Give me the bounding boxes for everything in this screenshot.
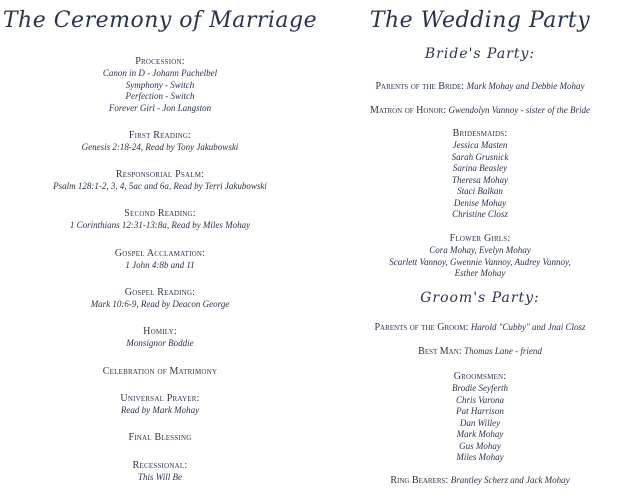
gospel-reading-section xyxy=(0,287,320,311)
flower-girls-line: Scarlett Vannoy, Gwennie Vannoy, Audrey Vannoy, xyxy=(389,256,571,267)
bridesmaid-name: Jessica Masten xyxy=(452,140,508,150)
groomsman-name: Gus Mohay xyxy=(459,440,501,451)
grooms-party-title: Groom's Party: xyxy=(420,290,540,306)
groomsman-name: Chris Varona xyxy=(456,394,504,405)
section-heading: First Reading: xyxy=(128,130,192,141)
section-line: This Will Be xyxy=(137,472,182,482)
section-line: Read by Mark Mohay xyxy=(120,405,200,415)
final-blessing-section xyxy=(0,432,320,444)
parents-of-groom xyxy=(320,321,640,334)
groomsman-name: Pat Harrison xyxy=(456,406,504,416)
flower-girls-section xyxy=(320,233,640,280)
groomsmen-heading: Groomsmen: xyxy=(453,371,507,382)
section-heading: Universal Prayer: xyxy=(120,393,200,404)
responsorial-psalm-section xyxy=(0,169,320,193)
matron-of-honor-label: Matron of Honor: xyxy=(370,105,447,116)
groomsmen-section xyxy=(320,371,640,464)
gospel-acclamation-section xyxy=(0,248,320,272)
section-line: Symphony - Switch xyxy=(125,79,195,90)
best-man-label: Best Man: xyxy=(418,346,462,357)
ceremony-title: The Ceremony of Marriage xyxy=(2,8,318,33)
bridesmaid-name: Sarina Beasley xyxy=(452,163,508,173)
section-heading: Responsorial Psalm: xyxy=(115,169,205,180)
section-heading: Procession: xyxy=(135,56,185,67)
section-heading: Celebration of Matrimony xyxy=(102,366,218,377)
wedding-party-column xyxy=(320,0,640,494)
section-line: Monsignor Boddie xyxy=(126,338,194,348)
best-man xyxy=(320,345,640,358)
section-heading: Second Reading: xyxy=(124,208,196,219)
section-line: Psalm 128:1-2, 3, 4, 5ac and 6a, Read by Terri Jakubowski xyxy=(53,181,267,191)
bridesmaid-name: Denise Mohay xyxy=(453,197,507,208)
section-line: Forever Girl - Jon Langston xyxy=(108,102,212,113)
parents-of-bride-value: Mark Mohay and Debbie Mohay xyxy=(466,81,585,91)
wedding-party-title: The Wedding Party xyxy=(369,8,591,33)
ring-bearers xyxy=(320,474,640,487)
section-line: Genesis 2:18-24, Read by Tony Jakubowski xyxy=(81,142,239,152)
bridesmaid-name: Sarah Grusnick xyxy=(451,151,509,162)
groomsman-name: Miles Mohay xyxy=(456,452,504,462)
ring-bearers-value: Brantley Scherz and Jack Mohay xyxy=(450,475,570,485)
section-line: Perfection - Switch xyxy=(125,91,195,101)
flower-girls-line: Esther Mohay xyxy=(454,268,506,278)
groomsman-name: Dan Willey xyxy=(459,417,501,428)
matron-of-honor-value: Gwendolyn Vannoy - sister of the Bride xyxy=(448,105,590,115)
homily-section xyxy=(0,326,320,350)
groomsman-name: Brodie Seyferth xyxy=(452,383,508,393)
ring-bearers-label: Ring Bearers: xyxy=(390,475,449,486)
section-line: Canon in D - Johann Pachelbel xyxy=(102,68,218,78)
parents-of-bride-label: Parents of the Bride: xyxy=(375,81,465,92)
celebration-section xyxy=(0,366,320,378)
bridesmaid-name: Christine Closz xyxy=(452,209,508,219)
flower-girls-heading: Flower Girls: xyxy=(449,233,511,244)
section-heading: Gospel Acclamation: xyxy=(114,248,206,259)
bridesmaid-name: Theresa Mohay xyxy=(452,174,508,185)
groomsman-name: Mark Mohay xyxy=(456,429,504,439)
bridesmaid-name: Staci Balkan xyxy=(457,186,503,196)
matron-of-honor xyxy=(320,104,640,117)
parents-of-groom-label: Parents of the Groom: xyxy=(374,322,469,333)
first-reading-section xyxy=(0,130,320,154)
section-heading: Final Blessing xyxy=(128,432,192,443)
bridesmaids-heading: Bridesmaids: xyxy=(452,128,508,139)
section-line: 1 Corinthians 12:31-13:8a, Read by Miles Mohay xyxy=(69,220,251,230)
universal-prayer-section xyxy=(0,393,320,417)
procession-section xyxy=(0,56,320,114)
brides-party-title: Bride's Party: xyxy=(424,46,536,62)
section-heading: Recessional: xyxy=(132,460,188,471)
recessional-section xyxy=(0,460,320,484)
second-reading-section xyxy=(0,208,320,232)
best-man-value: Thomas Lane - friend xyxy=(464,346,542,356)
section-heading: Homily: xyxy=(143,326,177,337)
section-line: Mark 10:6-9, Read by Deacon George xyxy=(90,299,230,309)
section-heading: Gospel Reading: xyxy=(124,287,196,298)
parents-of-groom-value: Harold "Cubby" and Jnai Closz xyxy=(470,322,586,332)
section-line: 1 John 4:8b and 11 xyxy=(125,260,195,270)
flower-girls-line: Cora Mohay, Evelyn Mohay xyxy=(429,245,531,255)
parents-of-bride xyxy=(320,80,640,93)
bridesmaids-section xyxy=(320,128,640,221)
